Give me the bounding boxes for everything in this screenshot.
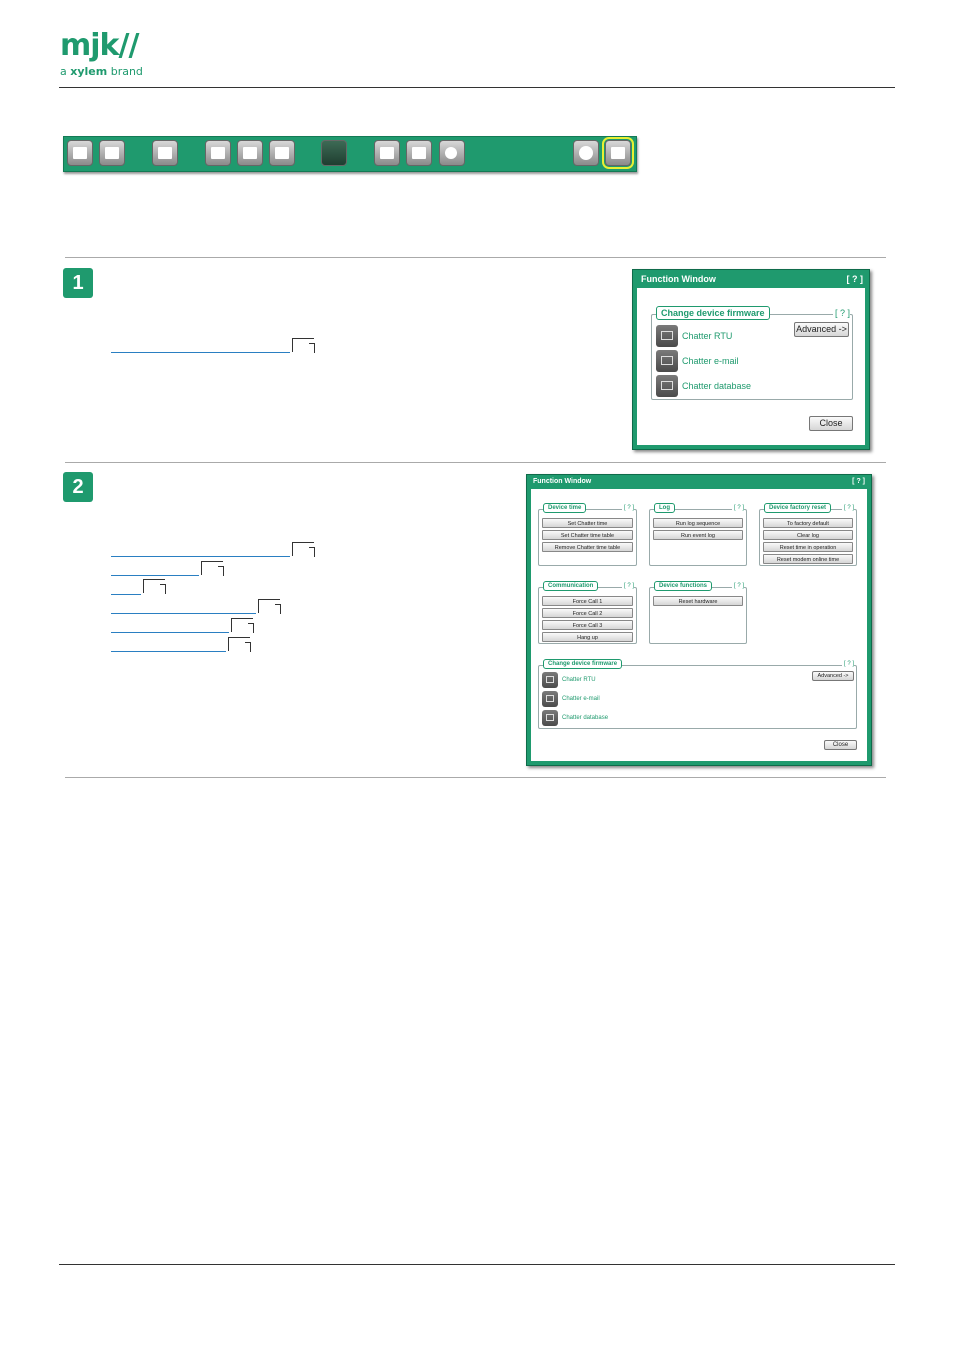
group-help[interactable]: [ ? ] [843, 505, 854, 511]
group-help[interactable]: [ ? ] [733, 583, 744, 589]
firmware-group [538, 661, 857, 729]
reference-mark [292, 542, 314, 556]
open-folder-icon[interactable] [67, 140, 93, 166]
link-underline[interactable] [111, 556, 290, 557]
footer-rule [59, 1264, 895, 1265]
rtu-connect-icon[interactable] [205, 140, 231, 166]
firmware-item-database[interactable]: Chatter database [656, 375, 751, 397]
group-title: Device functions [654, 581, 712, 591]
device-firmware-icon[interactable] [605, 140, 631, 166]
function-window-small [632, 269, 870, 450]
settings-gear-icon[interactable] [573, 140, 599, 166]
help-button[interactable]: [ ? ] [852, 478, 865, 485]
logo: mjk// [60, 28, 139, 63]
reference-mark [231, 618, 253, 632]
toolbar [63, 136, 637, 172]
force-call-3-button[interactable]: Force Call 3 [542, 620, 633, 630]
window-body [531, 489, 867, 761]
device-functions-group [649, 583, 747, 644]
group-title: Change device firmware [656, 306, 770, 320]
group-help[interactable]: [ ? ] [733, 505, 744, 511]
reference-mark [143, 579, 165, 593]
circuit-board-icon[interactable] [321, 140, 347, 166]
advanced-button[interactable]: Advanced -> [794, 322, 849, 337]
group-help[interactable]: [ ? ] [623, 583, 634, 589]
link-underline[interactable] [111, 575, 199, 576]
advanced-button[interactable]: Advanced -> [812, 671, 854, 681]
computer-icon [542, 672, 558, 688]
group-title: Log [654, 503, 675, 513]
database-icon [656, 375, 678, 397]
close-button[interactable]: Close [809, 416, 853, 431]
step-badge: 1 [63, 268, 93, 298]
section-rule [65, 777, 886, 778]
firmware-item-email[interactable]: Chatter e-mail [656, 350, 739, 372]
device-time-group [538, 505, 637, 566]
set-chatter-time-table-button[interactable]: Set Chatter time table [542, 530, 633, 540]
table-icon[interactable] [406, 140, 432, 166]
group-help[interactable]: [ ? ] [623, 505, 634, 511]
reset-hardware-button[interactable]: Reset hardware [653, 596, 743, 606]
link-underline[interactable] [111, 651, 226, 652]
envelope-icon [542, 691, 558, 707]
link-underline[interactable] [111, 352, 290, 353]
step-badge: 2 [63, 472, 93, 502]
group-help[interactable]: [ ? ] [843, 661, 854, 667]
group-title: Device time [543, 503, 586, 513]
window-title: Function Window [641, 274, 716, 284]
group-help[interactable]: [ ? ] [834, 308, 850, 318]
reference-mark [292, 338, 314, 352]
firmware-group [651, 308, 853, 400]
reset-time-in-operation-button[interactable]: Reset time in operation [763, 542, 853, 552]
force-call-1-button[interactable]: Force Call 1 [542, 596, 633, 606]
firmware-item-email[interactable]: Chatter e-mail [542, 691, 600, 707]
reference-mark [228, 637, 250, 651]
log-group [649, 505, 747, 566]
clear-log-button[interactable]: Clear log [763, 530, 853, 540]
link-underline[interactable] [111, 613, 256, 614]
function-window-large [526, 474, 872, 766]
link-underline[interactable] [111, 632, 229, 633]
group-title: Device factory reset [764, 503, 831, 513]
help-button[interactable]: [ ? ] [846, 274, 863, 284]
link-underline[interactable] [111, 594, 141, 595]
envelope-icon [656, 350, 678, 372]
group-title: Change device firmware [543, 659, 622, 669]
remove-chatter-time-table-button[interactable]: Remove Chatter time table [542, 542, 633, 552]
to-factory-default-button[interactable]: To factory default [763, 518, 853, 528]
force-call-2-button[interactable]: Force Call 2 [542, 608, 633, 618]
reference-mark [258, 599, 280, 613]
rtu-flash-icon[interactable] [269, 140, 295, 166]
firmware-item-rtu[interactable]: Chatter RTU [656, 325, 732, 347]
rtu-transfer-icon[interactable] [237, 140, 263, 166]
computer-icon [656, 325, 678, 347]
set-chatter-time-button[interactable]: Set Chatter time [542, 518, 633, 528]
communication-group [538, 583, 637, 644]
factory-reset-group [759, 505, 857, 566]
header-rule [59, 87, 895, 88]
logo-tagline: a xylem brand [60, 65, 143, 78]
database-icon [542, 710, 558, 726]
window-title: Function Window [533, 478, 592, 485]
refresh-icon[interactable] [439, 140, 465, 166]
wand-icon[interactable] [374, 140, 400, 166]
close-button[interactable]: Close [824, 740, 857, 750]
run-event-log-button[interactable]: Run event log [653, 530, 743, 540]
hang-up-button[interactable]: Hang up [542, 632, 633, 642]
run-log-sequence-button[interactable]: Run log sequence [653, 518, 743, 528]
save-disk-icon[interactable] [99, 140, 125, 166]
section-rule [65, 257, 886, 258]
documents-icon[interactable] [152, 140, 178, 166]
section-rule [65, 462, 886, 463]
window-body [637, 288, 865, 445]
firmware-item-database[interactable]: Chatter database [542, 710, 608, 726]
firmware-item-rtu[interactable]: Chatter RTU [542, 672, 596, 688]
reference-mark [201, 561, 223, 575]
group-title: Communication [543, 581, 598, 591]
reset-modem-online-time-button[interactable]: Reset modem online time [763, 554, 853, 564]
